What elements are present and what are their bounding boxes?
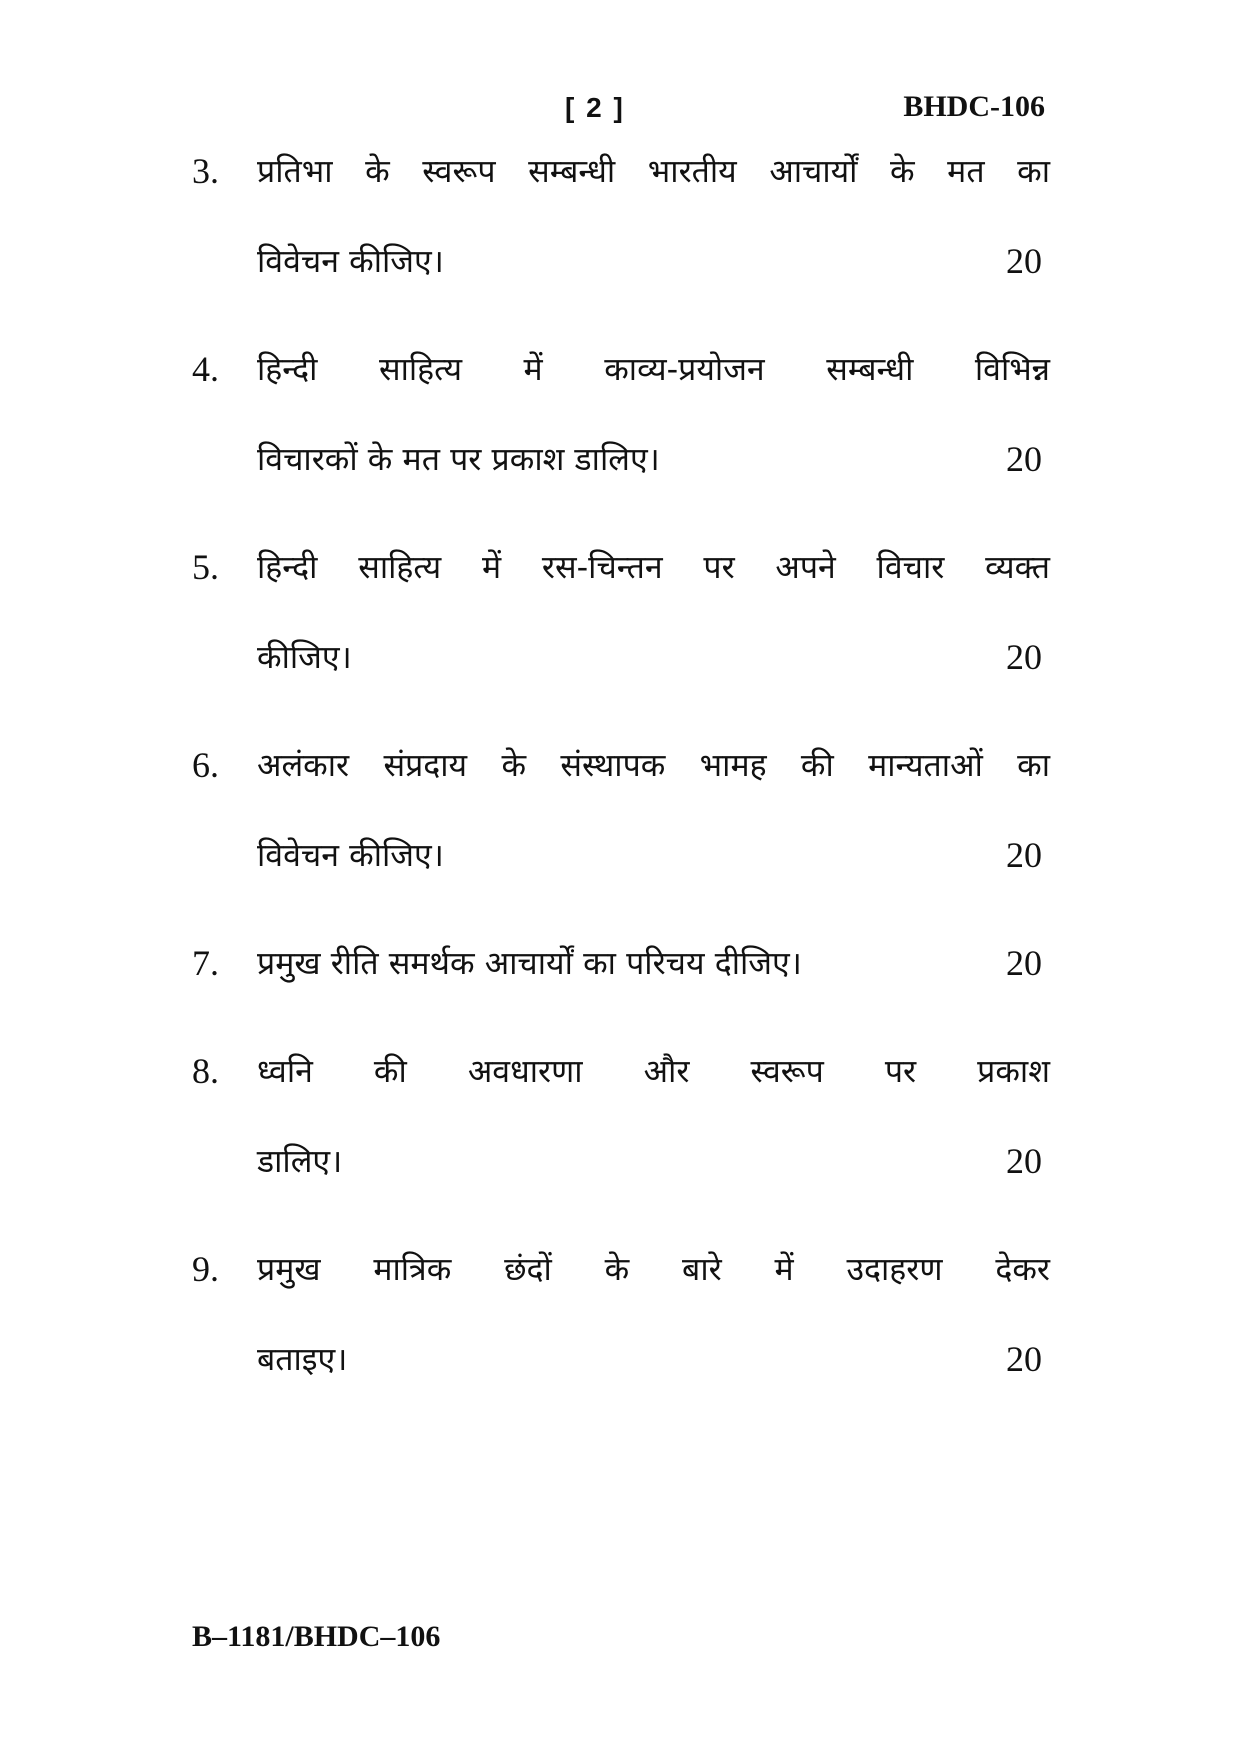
question-8-line-2 bbox=[192, 1136, 1050, 1186]
question-marks: 20 bbox=[1006, 439, 1042, 479]
question-marks: 20 bbox=[1006, 835, 1042, 875]
question-6-line-1 bbox=[192, 740, 1050, 790]
question-number: 6. bbox=[192, 745, 219, 785]
question-text: अलंकार संप्रदाय के संस्थापक भामह की मान्यताओं का bbox=[257, 746, 1050, 784]
question-number: 9. bbox=[192, 1249, 219, 1289]
page-number: [ 2 ] bbox=[565, 92, 625, 123]
footer-paper-code: B–1181/BHDC–106 bbox=[192, 1620, 441, 1653]
question-9-line-2 bbox=[192, 1334, 1050, 1384]
question-number: 3. bbox=[192, 151, 219, 191]
question-text-continued: डालिए। bbox=[257, 1142, 343, 1180]
question-text: प्रमुख मात्रिक छंदों के बारे में उदाहरण देकर bbox=[257, 1250, 1050, 1288]
question-5-line-2 bbox=[192, 632, 1050, 682]
question-text-continued: विवेचन कीजिए। bbox=[257, 836, 444, 874]
question-text: प्रतिभा के स्वरूप सम्बन्धी भारतीय आचार्यों के मत का bbox=[257, 152, 1050, 190]
question-marks: 20 bbox=[1006, 1339, 1042, 1379]
question-4-line-2 bbox=[192, 434, 1050, 484]
question-text: हिन्दी साहित्य में काव्य-प्रयोजन सम्बन्धी विभिन्न bbox=[257, 350, 1050, 388]
question-text-continued: विचारकों के मत पर प्रकाश डालिए। bbox=[257, 440, 660, 478]
question-text: हिन्दी साहित्य में रस-चिन्तन पर अपने विचार व्यक्त bbox=[257, 548, 1050, 586]
question-4-line-1 bbox=[192, 344, 1050, 394]
question-text-continued: बताइए। bbox=[257, 1340, 348, 1378]
question-text-continued: विवेचन कीजिए। bbox=[257, 242, 444, 280]
question-marks: 20 bbox=[1006, 1141, 1042, 1181]
question-marks: 20 bbox=[1006, 637, 1042, 677]
question-text: ध्वनि की अवधारणा और स्वरूप पर प्रकाश bbox=[257, 1052, 1050, 1090]
question-number: 5. bbox=[192, 547, 219, 587]
question-7-line-1 bbox=[192, 938, 1050, 988]
question-6-line-2 bbox=[192, 830, 1050, 880]
question-marks: 20 bbox=[1006, 943, 1042, 983]
question-3-line-1 bbox=[192, 146, 1050, 196]
question-number: 4. bbox=[192, 349, 219, 389]
paper-code-header: BHDC-106 bbox=[903, 90, 1045, 123]
question-5-line-1 bbox=[192, 542, 1050, 592]
question-9-line-1 bbox=[192, 1244, 1050, 1294]
question-number: 7. bbox=[192, 943, 219, 983]
question-marks: 20 bbox=[1006, 241, 1042, 281]
question-number: 8. bbox=[192, 1051, 219, 1091]
question-text-continued: कीजिए। bbox=[257, 638, 352, 676]
question-3-line-2 bbox=[192, 236, 1050, 286]
question-8-line-1 bbox=[192, 1046, 1050, 1096]
question-text: प्रमुख रीति समर्थक आचार्यों का परिचय दीजिए। bbox=[257, 944, 802, 982]
